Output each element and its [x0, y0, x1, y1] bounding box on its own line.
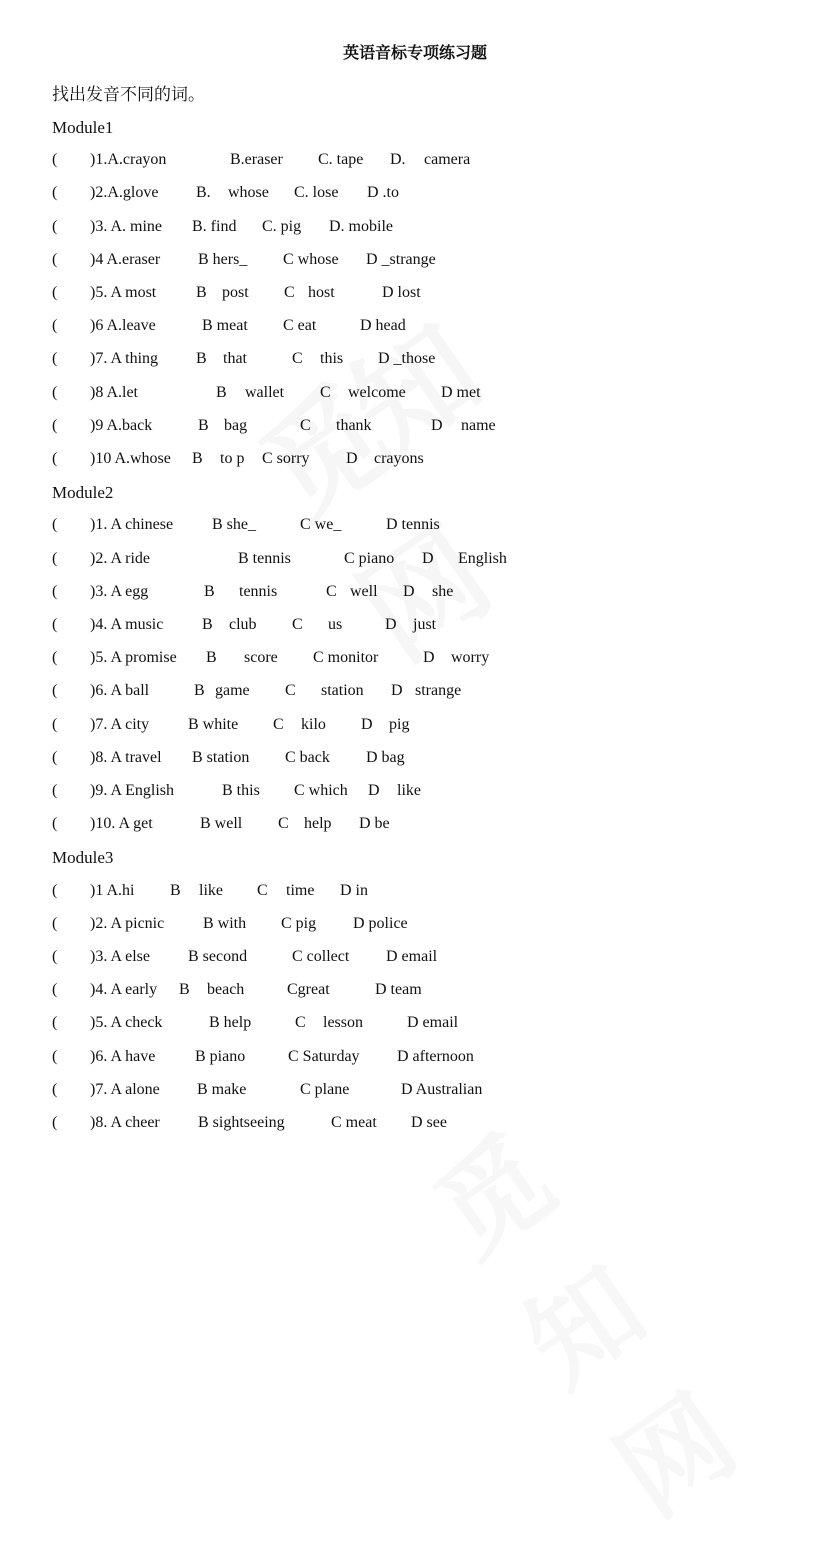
question-stem: )8. A cheer — [90, 1114, 160, 1131]
question-stem: )1 A.hi — [90, 881, 135, 899]
option-text: B hers_ — [198, 250, 248, 268]
question-stem: )1. A chinese — [90, 516, 174, 534]
option-text: strange — [415, 682, 462, 700]
question-stem: )7. A thing — [90, 350, 159, 368]
option-text: time — [286, 881, 315, 899]
option-text: C — [257, 881, 268, 899]
question-stem: )4. A early — [90, 981, 158, 999]
question-stem: )7. A city — [90, 715, 150, 733]
answer-blank[interactable]: ( — [52, 184, 58, 202]
answer-blank[interactable]: ( — [52, 981, 58, 999]
option-text: B — [202, 616, 213, 633]
question-stem: )1.A.crayon — [90, 151, 167, 169]
option-text: crayons — [374, 450, 424, 467]
option-text: D — [368, 782, 380, 799]
option-text: D — [431, 416, 443, 434]
module-heading: Module2 — [52, 483, 114, 503]
answer-blank[interactable]: ( — [52, 582, 58, 600]
answer-blank[interactable]: ( — [52, 914, 58, 932]
option-text: B this — [222, 782, 260, 799]
option-text: like — [199, 881, 223, 899]
option-text: D lost — [382, 284, 421, 301]
option-text: C we_ — [300, 516, 342, 534]
question-stem: )8. A travel — [90, 748, 162, 766]
option-text: C Saturday — [288, 1047, 360, 1065]
option-text: D — [423, 649, 435, 667]
question-stem: )8 A.let — [90, 383, 138, 401]
option-text: C — [284, 284, 295, 301]
option-text: C — [273, 715, 284, 733]
option-text: D _strange — [366, 250, 436, 268]
option-text: B meat — [202, 317, 248, 335]
option-text: B — [206, 649, 217, 667]
option-text: C which — [294, 782, 348, 799]
option-text: B.eraser — [230, 151, 283, 169]
question-stem: )3. A egg — [90, 582, 149, 600]
option-text: score — [244, 649, 278, 667]
option-text: C collect — [292, 948, 350, 965]
option-text: D tennis — [386, 516, 440, 534]
option-text: B well — [200, 815, 243, 833]
option-text: C pig — [281, 914, 317, 932]
option-text: D _those — [378, 350, 436, 368]
answer-blank[interactable]: ( — [52, 1080, 58, 1098]
answer-blank[interactable]: ( — [52, 748, 58, 766]
option-text: C — [292, 616, 303, 633]
option-text: C. lose — [294, 184, 339, 202]
option-text: she — [432, 582, 454, 600]
option-text: C — [295, 1014, 306, 1032]
option-text: C — [326, 582, 337, 600]
option-text: B with — [203, 914, 247, 932]
option-text: D email — [407, 1014, 459, 1032]
option-text: B — [194, 682, 205, 700]
option-text: B tennis — [238, 549, 291, 567]
option-text: beach — [207, 981, 245, 999]
option-text: well — [350, 582, 378, 600]
option-text: just — [413, 616, 437, 633]
option-text: C — [320, 383, 331, 401]
module-heading: Module1 — [52, 118, 114, 137]
question-stem: )10 A.whose — [90, 450, 171, 467]
option-text: lesson — [323, 1014, 363, 1032]
option-text: B sightseeing — [198, 1114, 285, 1131]
answer-blank[interactable]: ( — [52, 317, 58, 335]
option-text: post — [222, 284, 249, 301]
option-text: us — [328, 616, 343, 633]
question-stem: )2.A.glove — [90, 184, 159, 202]
option-text: C back — [285, 748, 330, 766]
question-stem: )5. A check — [90, 1014, 163, 1032]
option-text: host — [308, 284, 335, 301]
option-text: C — [292, 350, 303, 368]
question-stem: )10. A get — [90, 815, 153, 833]
option-text: C monitor — [313, 649, 379, 667]
option-text: B. — [196, 184, 211, 202]
option-text: camera — [424, 151, 471, 169]
option-text: D — [346, 450, 358, 467]
option-text: club — [229, 616, 257, 633]
option-text: B — [204, 582, 215, 600]
option-text: D — [403, 582, 415, 600]
question-stem: )9 A.back — [90, 416, 153, 434]
option-text: D see — [411, 1114, 447, 1131]
question-stem: )3. A else — [90, 948, 150, 965]
answer-blank[interactable]: ( — [52, 881, 58, 899]
option-text: D. mobile — [329, 217, 393, 235]
option-text: B — [196, 350, 207, 368]
option-text: C whose — [283, 250, 339, 268]
answer-blank[interactable]: ( — [52, 151, 58, 169]
option-text: D — [361, 715, 373, 733]
option-text: C — [278, 815, 289, 833]
option-text: C eat — [283, 317, 317, 335]
option-text: game — [215, 682, 250, 700]
option-text: D bag — [366, 748, 405, 766]
option-text: help — [304, 815, 332, 833]
question-stem: )4 A.eraser — [90, 250, 161, 268]
answer-blank[interactable]: ( — [52, 549, 58, 567]
option-text: D. — [390, 151, 406, 169]
option-text: B — [179, 981, 190, 999]
option-text: B — [216, 383, 227, 401]
option-text: D .to — [367, 184, 399, 202]
option-text: station — [321, 682, 364, 700]
option-text: D police — [353, 914, 408, 932]
option-text: welcome — [348, 383, 406, 401]
option-text: thank — [336, 416, 372, 434]
answer-blank[interactable]: ( — [52, 948, 58, 965]
answer-blank[interactable]: ( — [52, 782, 58, 799]
answer-blank[interactable]: ( — [52, 715, 58, 733]
option-text: C. tape — [318, 151, 364, 169]
instruction-text: 找出发音不同的词。 — [52, 85, 205, 105]
question-stem: )6 A.leave — [90, 317, 156, 335]
option-text: name — [461, 416, 496, 434]
option-text: C — [285, 682, 296, 700]
question-stem: )3. A. mine — [90, 217, 162, 235]
question-stem: )5. A promise — [90, 649, 177, 667]
question-stem: )5. A most — [90, 284, 157, 301]
answer-blank[interactable]: ( — [52, 250, 58, 268]
option-text: B she_ — [212, 516, 256, 534]
option-text: C meat — [331, 1114, 377, 1131]
option-text: C — [300, 416, 311, 434]
option-text: C piano — [344, 549, 395, 567]
option-text: pig — [389, 715, 410, 733]
option-text: D email — [386, 948, 438, 965]
option-text: B — [192, 450, 203, 467]
option-text: B — [196, 284, 207, 301]
option-text: that — [223, 350, 247, 368]
option-text: B second — [188, 948, 248, 965]
option-text: Cgreat — [287, 981, 330, 999]
option-text: wallet — [245, 383, 285, 401]
answer-blank[interactable]: ( — [52, 1114, 58, 1131]
option-text: whose — [228, 184, 269, 202]
option-text: bag — [224, 416, 248, 434]
option-text: D — [391, 682, 403, 700]
answer-blank[interactable]: ( — [52, 416, 58, 434]
answer-blank[interactable]: ( — [52, 383, 58, 401]
option-text: D in — [340, 881, 368, 899]
option-text: English — [458, 549, 507, 567]
option-text: B white — [188, 715, 239, 733]
option-text: to p — [220, 450, 245, 467]
answer-blank[interactable]: ( — [52, 815, 58, 833]
answer-blank[interactable]: ( — [52, 616, 58, 633]
option-text: D Australian — [401, 1080, 483, 1098]
answer-blank[interactable]: ( — [52, 516, 58, 534]
question-stem: )6. A have — [90, 1047, 156, 1065]
option-text: D team — [375, 981, 422, 999]
answer-blank[interactable]: ( — [52, 682, 58, 700]
option-text: worry — [451, 649, 490, 667]
answer-blank[interactable]: ( — [52, 284, 58, 301]
option-text: like — [397, 782, 421, 799]
option-text: B help — [209, 1014, 252, 1032]
answer-blank[interactable]: ( — [52, 1014, 58, 1032]
option-text: C. pig — [262, 217, 302, 235]
option-text: B make — [197, 1080, 247, 1098]
page-title: 英语音标专项练习题 — [342, 43, 487, 62]
option-text: B piano — [195, 1047, 246, 1065]
option-text: D — [385, 616, 397, 633]
option-text: kilo — [301, 715, 326, 733]
question-stem: )9. A English — [90, 782, 175, 799]
question-stem: )4. A music — [90, 616, 164, 633]
option-text: C plane — [300, 1080, 350, 1098]
option-text: D met — [441, 383, 481, 401]
module-heading: Module3 — [52, 848, 114, 868]
option-text: D be — [359, 815, 390, 833]
option-text: C sorry — [262, 450, 310, 467]
watermark-text-bottom — [399, 1042, 620, 1239]
option-text: D afternoon — [397, 1047, 474, 1065]
question-stem: )7. A alone — [90, 1080, 160, 1098]
answer-blank[interactable]: ( — [52, 217, 58, 235]
option-text: D — [422, 549, 434, 567]
answer-blank[interactable]: ( — [52, 1047, 58, 1065]
answer-blank[interactable]: ( — [52, 350, 58, 368]
option-text: B station — [192, 748, 250, 766]
question-stem: )6. A ball — [90, 682, 150, 700]
answer-blank[interactable]: ( — [52, 450, 58, 467]
option-text: this — [320, 350, 344, 368]
question-stem: )2. A picnic — [90, 914, 165, 932]
option-text: tennis — [239, 582, 278, 600]
question-stem: )2. A ride — [90, 549, 150, 567]
option-text: B — [198, 416, 209, 434]
answer-blank[interactable]: ( — [52, 649, 58, 667]
option-text: D head — [360, 317, 406, 335]
option-text: B. find — [192, 217, 237, 235]
option-text: B — [170, 881, 181, 899]
